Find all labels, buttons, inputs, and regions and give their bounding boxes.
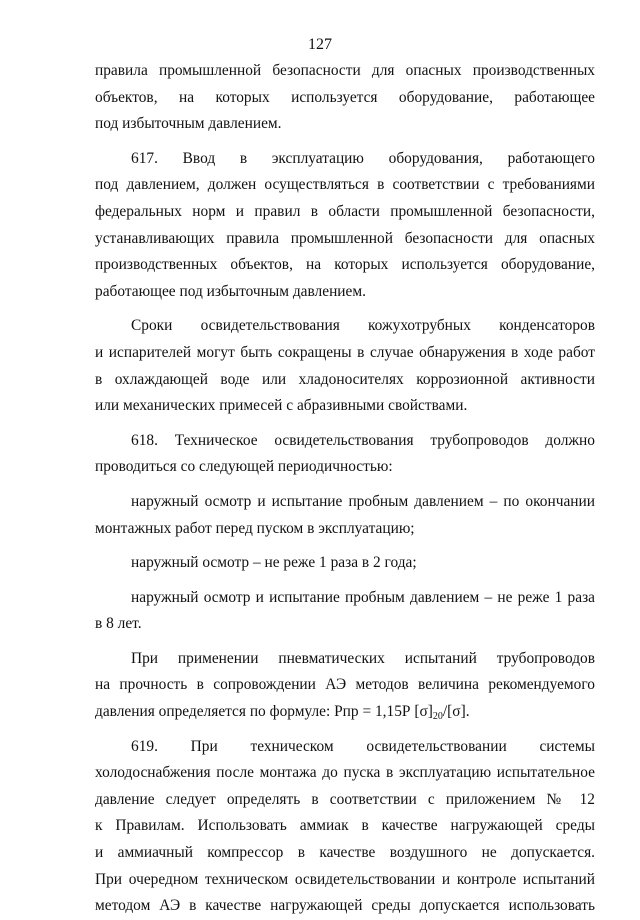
body-text [95,58,595,920]
formula-end: /[σ]. [442,703,470,721]
text-line: 617. Ввод в эксплуатацию оборудования, работающего [131,149,595,167]
text-line: методом АЭ в качестве нагружающей среды допускается использовать [95,897,595,915]
formula-line [95,699,595,726]
text-line: При очередном техническом освидетельствовании и контроле испытаний [95,870,595,888]
text-line: производственных объектов, на которых используется оборудование, [95,256,595,274]
text-line: монтажных работ перед пуском в эксплуатацию; [95,519,415,537]
text-line: на прочность в сопровождении АЭ методов величина рекомендуемого [95,676,595,694]
text-line: федеральных норм и правил в области промышленной безопасности, [95,202,595,220]
text-line: наружный осмотр и испытание пробным давлением – не реже 1 раза [131,588,595,606]
text-line: давление следует определять в соответствии с приложением № 12 [95,790,595,808]
text-line: или механических примесей с абразивными свойствами. [95,397,468,415]
text-line: 618. Техническое освидетельствования трубопроводов должно [131,431,595,449]
formula-text: давления определяется по формуле: Рпр = 1,15Р [σ] [95,703,433,721]
text-line: объектов, на которых используется оборудование, работающее [95,88,595,106]
text-line: в 8 лет. [95,615,142,633]
text-line: Сроки освидетельствования кожухотрубных конденсаторов [131,317,595,335]
text-line: 619. При техническом освидетельствовании системы [131,737,595,755]
text-line: проводиться со следующей периодичностью: [95,458,393,476]
text-line: наружный осмотр – не реже 1 раза в 2 года; [131,554,417,572]
formula-subscript: 20 [432,711,443,723]
text-line: работающее под избыточным давлением. [95,282,366,300]
text-line: под давлением, должен осуществляться в соответствии с требованиями [95,176,595,194]
text-line: и аммиачный компрессор в качестве воздушного не допускается. [95,844,595,862]
text-line: и испарителей могут быть сокращены в случае обнаружения в ходе работ [95,343,595,361]
text-line: в охлаждающей воде или хладоносителях коррозионной активности [95,370,595,388]
text-line: правила промышленной безопасности для опасных производственных [95,62,595,79]
text-line: устанавливающих правила промышленной безопасности для опасных [95,229,595,247]
text-line: наружный осмотр и испытание пробным давлением – по окончании [131,492,595,510]
text-line: к Правилам. Использовать аммиак в качестве нагружающей среды [95,817,595,835]
text-line: холодоснабжения после монтажа до пуска в эксплуатацию испытательное [95,764,595,782]
text-line: При применении пневматических испытаний трубопроводов [131,649,595,667]
page-number: 127 [308,36,332,53]
text-line: под избыточным давлением. [95,115,282,133]
